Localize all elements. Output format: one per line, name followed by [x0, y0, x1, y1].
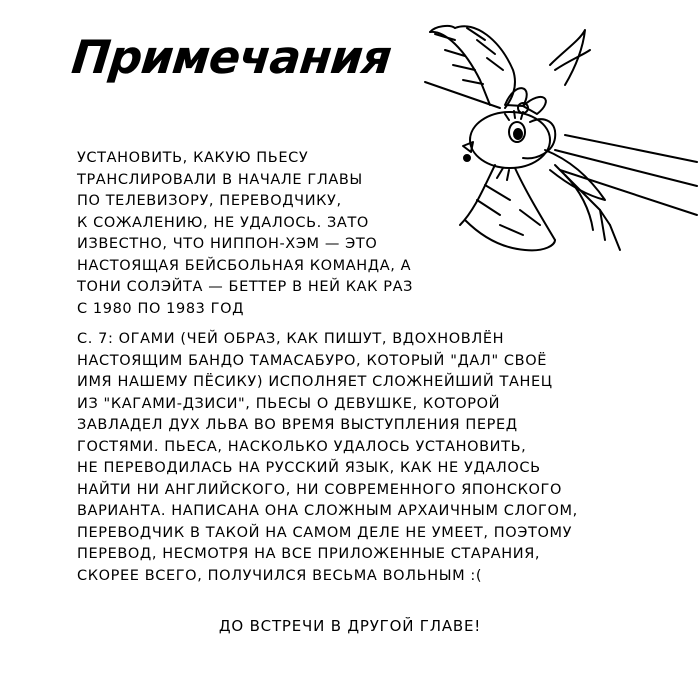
- text-line: ТРАНСЛИРОВАЛИ В НАЧАЛЕ ГЛАВЫ: [77, 171, 363, 188]
- text-line: НАЙТИ НИ АНГЛИЙСКОГО, НИ СОВРЕМЕННОГО ЯПОНСКОГО: [77, 481, 562, 498]
- text-line: УСТАНОВИТЬ, КАКУЮ ПЬЕСУ: [77, 150, 309, 166]
- text-line: СКОРЕЕ ВСЕГО, ПОЛУЧИЛСЯ ВЕСЬМА ВОЛЬНЫМ :(: [77, 567, 483, 584]
- page-title: Примечания: [69, 30, 394, 84]
- text-line: НАСТОЯЩИМ БАНДО ТАМАСАБУРО, КОТОРЫЙ "ДАЛ" СВОЁ: [77, 352, 547, 369]
- text-line: ИЗ "КАГАМИ-ДЗИСИ", ПЬЕСЫ О ДЕВУШКЕ, КОТОРОЙ: [77, 395, 501, 412]
- text-line: С 1980 ПО 1983 ГОД: [77, 300, 245, 317]
- text-line: ПЕРЕВОДЧИК В ТАКОЙ НА САМОМ ДЕЛЕ НЕ УМЕЕТ, ПОЭТОМУ: [77, 524, 573, 541]
- note-paragraph-1: [77, 148, 413, 320]
- text-line: ГОСТЯМИ. ПЬЕСА, НАСКОЛЬКО УДАЛОСЬ УСТАНОВИТЬ,: [77, 438, 527, 455]
- text-line: ВАРИАНТА. НАПИСАНА ОНА СЛОЖНЫМ АРХАИЧНЫМ СЛОГОМ,: [77, 503, 578, 519]
- text-line: ПЕРЕВОД, НЕСМОТРЯ НА ВСЕ ПРИЛОЖЕННЫЕ СТАРАНИЯ,: [77, 546, 541, 562]
- text-line: К СОЖАЛЕНИЮ, НЕ УДАЛОСЬ. ЗАТО: [77, 214, 369, 231]
- signoff-text: ДО ВСТРЕЧИ В ДРУГОЙ ГЛАВЕ!: [218, 617, 482, 635]
- text-line: ИМЯ НАШЕМУ ПЁСИКУ) ИСПОЛНЯЕТ СЛОЖНЕЙШИЙ ТАНЕЦ: [77, 374, 553, 390]
- text-line: ЗАВЛАДЕЛ ДУХ ЛЬВА ВО ВРЕМЯ ВЫСТУПЛЕНИЯ ПЕРЕД: [77, 417, 518, 433]
- text-line: НЕ ПЕРЕВОДИЛАСЬ НА РУССКИЙ ЯЗЫК, КАК НЕ УДАЛОСЬ: [77, 460, 541, 476]
- text-line: ПО ТЕЛЕВИЗОРУ, ПЕРЕВОДЧИКУ,: [77, 193, 342, 209]
- text-line: ТОНИ СОЛЭЙТА — БЕТТЕР В НЕЙ КАК РАЗ: [77, 279, 414, 295]
- note-paragraph-2: [77, 329, 578, 587]
- flying-bird-with-bow-icon: [405, 10, 700, 280]
- text-line: С. 7: ОГАМИ (ЧЕЙ ОБРАЗ, КАК ПИШУТ, ВДОХНОВЛЁН: [77, 331, 505, 347]
- text-line: ИЗВЕСТНО, ЧТО НИППОН-ХЭМ — ЭТО: [77, 236, 378, 252]
- text-line: НАСТОЯЩАЯ БЕЙСБОЛЬНАЯ КОМАНДА, А: [77, 257, 412, 274]
